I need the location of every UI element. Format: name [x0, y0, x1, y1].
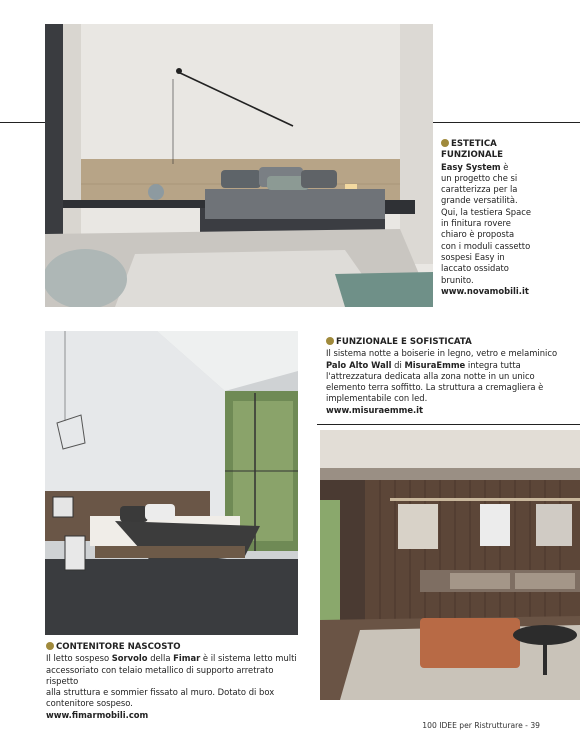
line3: l'attrezzatura dedicata alla zona notte in un unico: [326, 370, 535, 381]
line2-rest: integra tutta: [465, 359, 521, 370]
caption-sorvolo-heading: [46, 642, 306, 653]
text-line6: chiaro è proposta: [441, 229, 515, 240]
caption-easy-system-heading: [441, 139, 566, 150]
caption-sorvolo: [46, 642, 306, 721]
line1-pre: Il letto sospeso: [46, 653, 112, 664]
photo-bedroom-easy-system-image: [45, 24, 433, 307]
heading-line1: ESTETICA: [451, 139, 497, 149]
text-line10: brunito.: [441, 274, 474, 285]
line5: implementabile con led.: [326, 393, 428, 404]
caption-easy-system: [441, 139, 566, 297]
caption-palo-alto-heading: [326, 337, 578, 348]
word-di: di: [391, 359, 405, 370]
bullet-icon: [46, 642, 54, 650]
photo-bedroom-easy-system: [45, 24, 433, 307]
line2: accessoriato con telaio metallico di supporto arretrato rispetto: [46, 664, 274, 686]
brand-fimar: Fimar: [173, 653, 201, 664]
heading: CONTENITORE NASCOSTO: [56, 642, 181, 652]
caption-easy-system-line0: [441, 162, 508, 172]
product-sorvolo: Sorvolo: [111, 653, 148, 664]
divider-right-mid: [317, 424, 580, 425]
caption-palo-alto: [326, 337, 578, 416]
url-fimarmobili[interactable]: www.fimarmobili.com: [46, 709, 149, 720]
text-line7: con i moduli cassetto: [441, 240, 531, 251]
brand-easy-system: Easy System: [441, 161, 501, 172]
line4: elemento terra soffitto. La struttura a cremagliera è: [326, 382, 544, 393]
divider-left-top: [0, 122, 45, 123]
photo-bedroom-sorvolo-image: [45, 331, 298, 635]
divider-right-top: [433, 122, 580, 123]
text-line0: è: [500, 161, 509, 172]
line1-rest: è il sistema letto multi: [200, 653, 297, 664]
url-novamobili[interactable]: www.novamobili.it: [441, 285, 529, 296]
heading: FUNZIONALE E SOFISTICATA: [336, 337, 472, 347]
heading-line2: FUNZIONALE: [441, 150, 503, 161]
text-line5: in finitura rovere: [441, 218, 511, 229]
line1: [46, 653, 297, 663]
text-line3: grande versatilità.: [441, 195, 518, 206]
text-line8: sospesi Easy in: [441, 251, 505, 262]
url-misuraemme[interactable]: www.misuraemme.it: [326, 404, 424, 415]
page-footer: 100 IDEE per Ristrutturare - 39: [422, 721, 540, 730]
line3: alla struttura e sommier fissato al muro. Dotato di box: [46, 687, 275, 698]
word-della: della: [147, 653, 174, 664]
line1: Il sistema notte a boiserie in legno, vetro e melaminico: [326, 348, 558, 359]
text-line1: un progetto che si: [441, 172, 518, 183]
bullet-icon: [441, 139, 449, 147]
photo-bedroom-sorvolo: [45, 331, 298, 635]
line4: contenitore sospeso.: [46, 698, 133, 709]
text-line9: laccato ossidato: [441, 263, 509, 274]
photo-walk-in-closet: [320, 430, 580, 700]
bullet-icon: [326, 337, 334, 345]
line2: [326, 360, 521, 370]
photo-walk-in-closet-image: [320, 430, 580, 700]
text-line4: Qui, la testiera Space: [441, 206, 531, 217]
brand-misuraemme: MisuraEmme: [404, 359, 466, 370]
product-palo-alto: Palo Alto Wall: [326, 359, 392, 370]
text-line2: caratterizza per la: [441, 184, 518, 195]
